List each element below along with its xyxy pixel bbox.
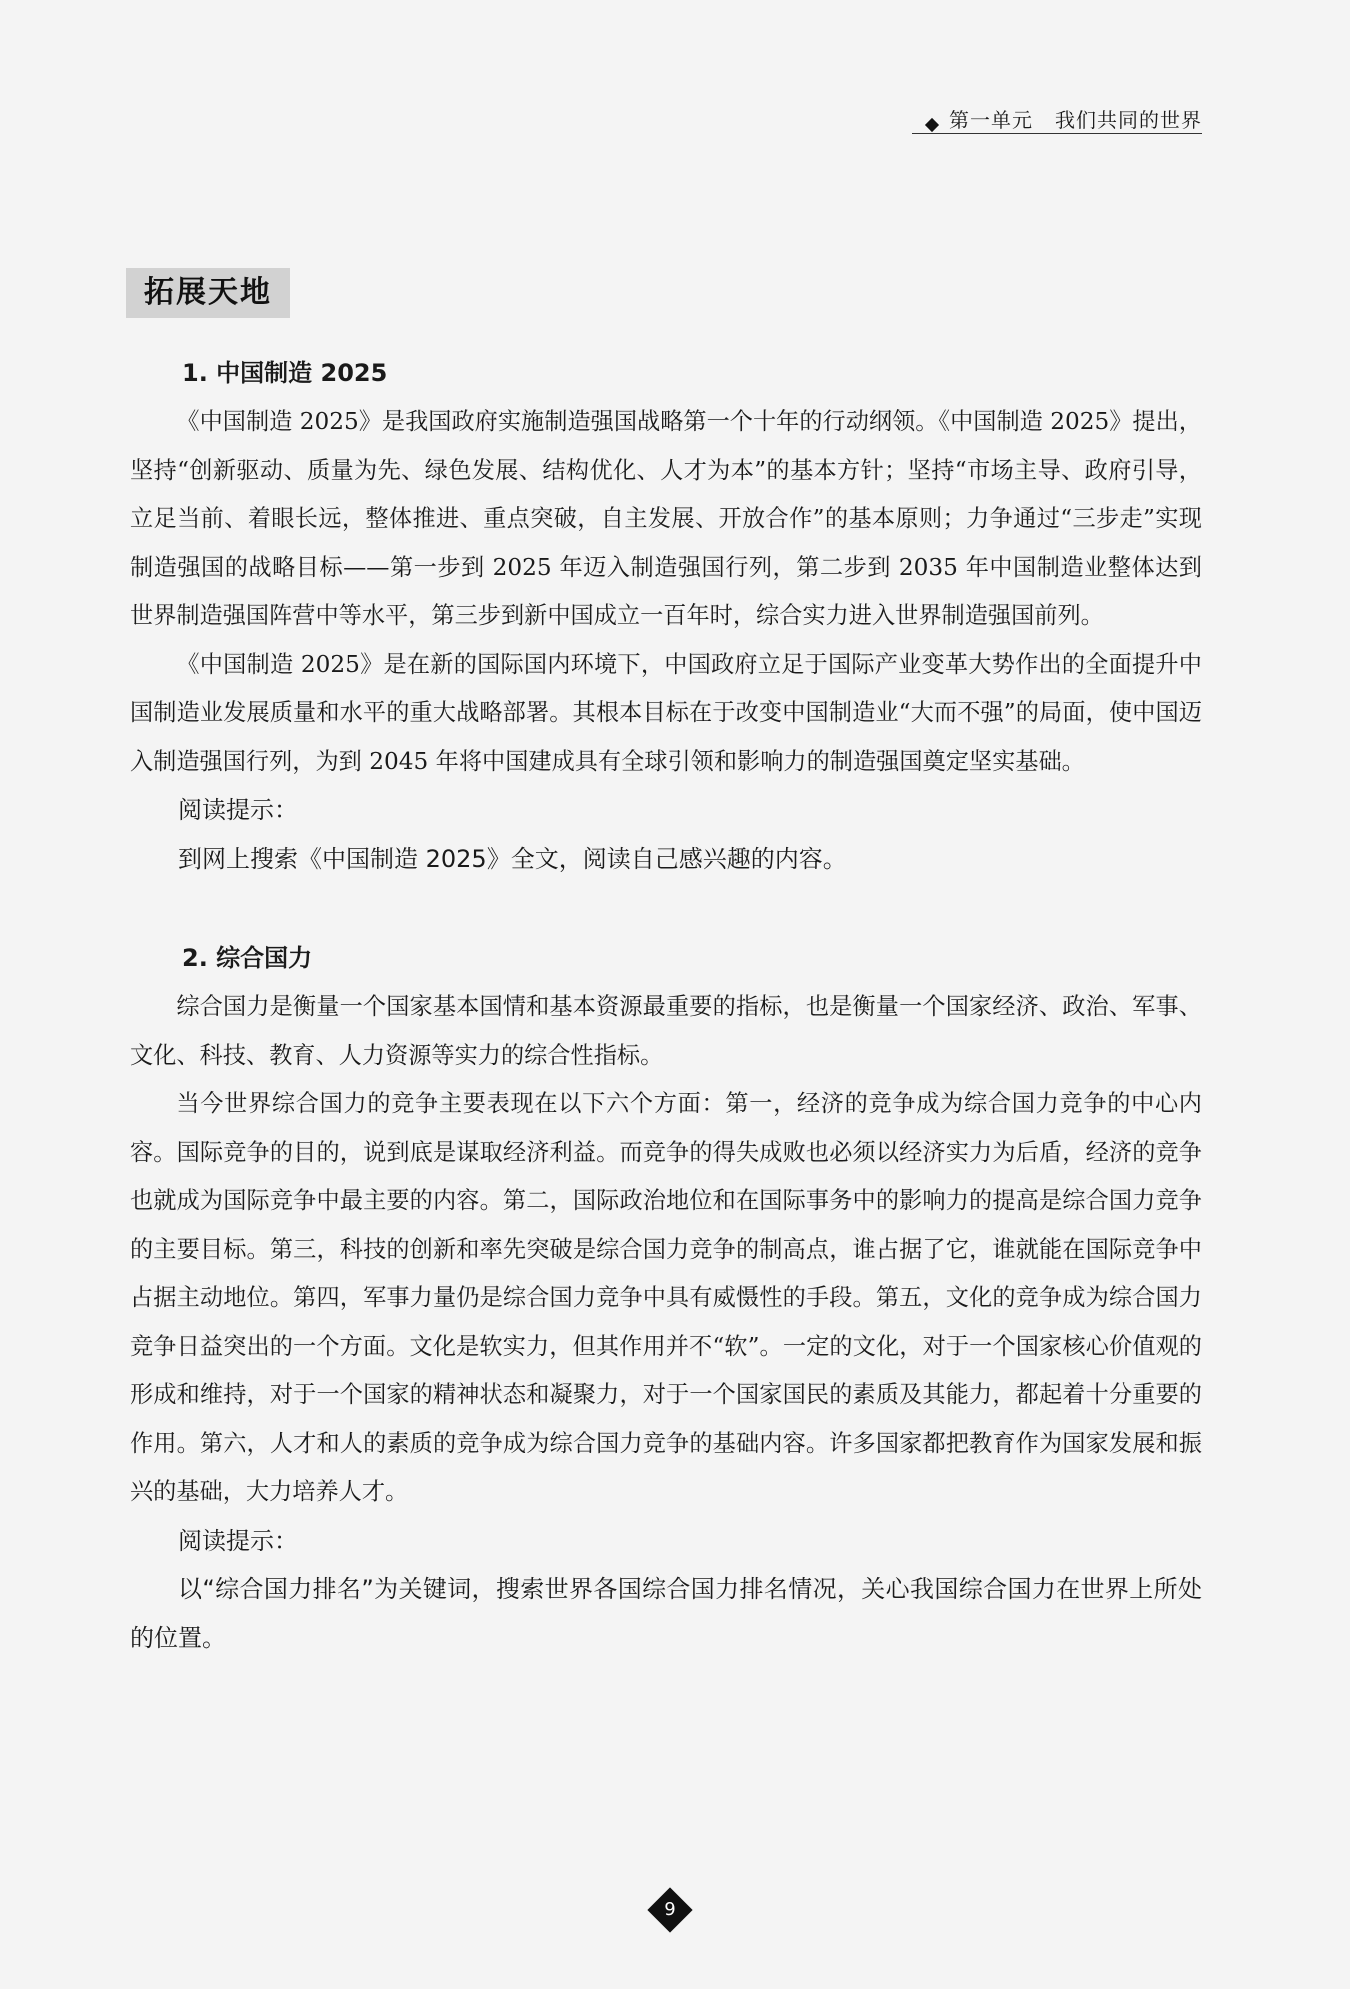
section-title: 拓展天地 <box>126 268 290 318</box>
page-number <box>648 1888 692 1932</box>
page-content <box>130 348 1202 1662</box>
page-number-text: 9 <box>664 1899 676 1920</box>
section-gap <box>130 883 1202 933</box>
item-heading: 1. 中国制造 2025 <box>182 359 388 387</box>
paragraph: 《中国制造 2025》是在新的国际国内环境下，中国政府立足于国际产业变革大势作出的全面提升中国制造业发展质量和水平的重大战略部署。其根本目标在于改变中国制造业“大而不强”的局面，使中国迈入制造强国行列，为到 2045 年将中国建成具有全球引领和影响力的制造强国奠定坚实基础。 <box>130 650 1202 775</box>
item-heading: 2. 综合国力 <box>182 944 313 972</box>
running-header <box>927 104 1202 133</box>
diamond-bullet-icon <box>925 117 939 131</box>
header-rule <box>912 133 1202 134</box>
header-unit: 第一单元 <box>949 108 1033 132</box>
reading-tip-text: 到网上搜索《中国制造 2025》全文，阅读自己感兴趣的内容。 <box>178 844 847 873</box>
paragraph: 综合国力是衡量一个国家基本国情和基本资源最重要的指标，也是衡量一个国家经济、政治、军事、文化、科技、教育、人力资源等实力的综合性指标。 <box>130 993 1202 1069</box>
reading-tip-text: 以“综合国力排名”为关键词，搜索世界各国综合国力排名情况，关心我国综合国力在世界上所处的位置。 <box>130 1575 1202 1652</box>
paragraph: 《中国制造 2025》是我国政府实施制造强国战略第一个十年的行动纲领。《中国制造 2025》提出，坚持“创新驱动、质量为先、绿色发展、结构优化、人才为本”的基本方针；坚持“市场主导、政府引导，立足当前、着眼长远，整体推进、重点突破，自主发展、开放合作”的基本原则；力争通过“三步走”实现制造强国的战略目标——第一步到 2025 年迈入制造强国行列，第二步到 2035 年中国制造业整体达到世界制造强国阵营中等水平，第三步到新中国成立一百年时，综合实力进入世界制造强国前列。 <box>130 408 1202 629</box>
item-made-in-china-2025 <box>130 348 1202 883</box>
reading-tip-label: 阅读提示： <box>178 1526 298 1555</box>
reading-tip-label: 阅读提示： <box>178 796 298 824</box>
paragraph: 当今世界综合国力的竞争主要表现在以下六个方面：第一，经济的竞争成为综合国力竞争的中心内容。国际竞争的目的，说到底是谋取经济利益。而竞争的得失成败也必须以经济实力为后盾，经济的竞争也就成为国际竞争中最主要的内容。第二，国际政治地位和在国际事务中的影响力的提高是综合国力竞争的主要目标。第三，科技的创新和率先突破是综合国力竞争的制高点，谁占据了它，谁就能在国际竞争中占据主动地位。第四，军事力量仍是综合国力竞争中具有威慑性的手段。第五，文化的竞争成为综合国力竞争日益突出的一个方面。文化是软实力，但其作用并不“软”。一定的文化，对于一个国家核心价值观的形成和维持，对于一个国家的精神状态和凝聚力，对于一个国家国民的素质及其能力，都起着十分重要的作用。第六，人才和人的素质的竞争成为综合国力竞争的基础内容。许多国家都把教育作为国家发展和振兴的基础，大力培养人才。 <box>130 1090 1202 1505</box>
item-comprehensive-national-power <box>130 933 1202 1662</box>
header-title: 我们共同的世界 <box>1055 108 1202 132</box>
